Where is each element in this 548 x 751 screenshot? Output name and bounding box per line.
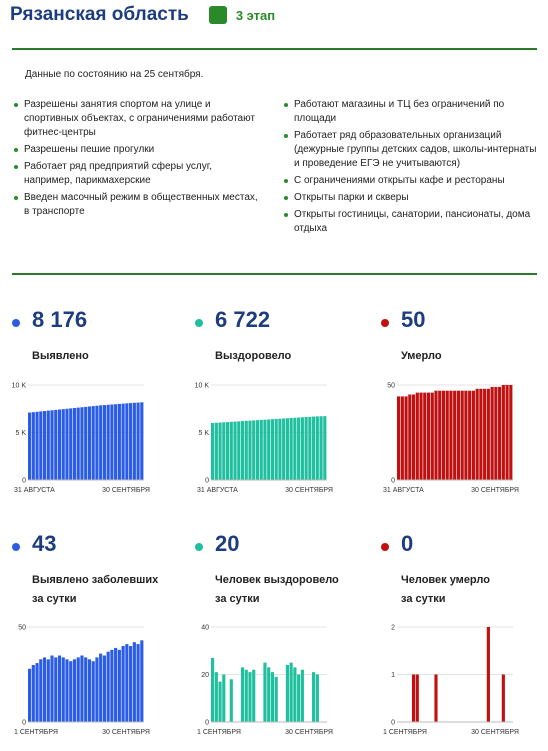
recovered-daily-chart [195, 619, 355, 744]
stat-confirmed [12, 307, 182, 527]
bar [222, 422, 225, 480]
restriction-item: Открыты парки и скверы [283, 191, 538, 205]
x-tick-label: 30 СЕНТЯБРЯ [285, 487, 333, 494]
restriction-item: Введен масочный режим в общественных местах, в транспорте [13, 191, 258, 219]
restriction-item: Открыты гостиницы, санатории, пансионаты, дома отдыха [283, 208, 538, 236]
bar [263, 420, 266, 480]
bar [271, 672, 274, 722]
bar [222, 675, 225, 723]
bar [140, 640, 143, 722]
deaths-daily-chart [381, 619, 541, 744]
bar [487, 627, 490, 722]
y-tick-label: 40 [201, 624, 209, 632]
restrictions-right-list [283, 98, 538, 239]
bar [43, 657, 46, 722]
bar [77, 408, 80, 480]
bar [479, 389, 482, 480]
bar [312, 672, 315, 722]
bar [301, 670, 304, 722]
bar [32, 665, 35, 722]
bar [278, 419, 281, 480]
restriction-item: С ограничениями открыты кафе и рестораны [283, 174, 538, 188]
stat-deaths-daily [381, 531, 548, 751]
bar [47, 659, 50, 722]
y-tick-label: 0 [22, 477, 26, 485]
bar [397, 396, 400, 480]
confirmed-daily-dot [12, 543, 20, 551]
bar [461, 391, 464, 480]
bar [35, 412, 38, 480]
stat-confirmed-daily [12, 531, 182, 751]
bar [114, 648, 117, 722]
bar [308, 417, 311, 480]
bar [446, 391, 449, 480]
bar [73, 659, 76, 722]
bar [457, 391, 460, 480]
middle-divider [12, 273, 537, 275]
bar [267, 667, 270, 722]
confirmed-daily-chart [12, 619, 172, 744]
bar [438, 391, 441, 480]
y-tick-label: 0 [205, 477, 209, 485]
bar [293, 418, 296, 480]
bar [275, 677, 278, 722]
bar [267, 419, 270, 480]
bar [137, 403, 140, 480]
x-tick-label: 31 АВГУСТА [197, 487, 238, 494]
bar [95, 657, 98, 722]
bar [103, 405, 106, 480]
bar [92, 661, 95, 722]
x-tick-label: 1 СЕНТЯБРЯ [197, 729, 241, 736]
bar [54, 410, 57, 480]
y-tick-label: 0 [205, 719, 209, 727]
bar [271, 419, 274, 480]
bar [50, 410, 53, 480]
restriction-item: Разрешены занятия спортом на улице и спортивных объектах, с ограничениями работают фитнес-центры [13, 98, 258, 140]
bar [316, 416, 319, 480]
bar [129, 403, 132, 480]
bar [312, 417, 315, 480]
bar [99, 405, 102, 480]
deaths-daily-value: 0 [401, 531, 414, 556]
bar [211, 423, 214, 480]
bar [401, 396, 404, 480]
bar [483, 389, 486, 480]
confirmed-value: 8 176 [32, 307, 88, 332]
bar [62, 657, 65, 722]
caption-line: Выявлено заболевших [32, 574, 159, 586]
caption-line: Человек умерло [401, 574, 490, 586]
bar [494, 387, 497, 480]
stage-label: 3 этап [235, 7, 276, 23]
bar [416, 675, 419, 723]
bar [47, 411, 50, 480]
bar [218, 682, 221, 722]
bar [54, 657, 57, 722]
bar [416, 393, 419, 480]
bar [58, 656, 61, 723]
bar [297, 418, 300, 480]
bar [293, 667, 296, 722]
bar [77, 657, 80, 722]
bar [245, 421, 248, 480]
bar [241, 421, 244, 480]
confirmed-daily-value: 43 [32, 531, 57, 556]
restriction-item: Разрешены пешие прогулки [13, 143, 258, 157]
bar [252, 670, 255, 722]
bar [62, 409, 65, 480]
bar [50, 656, 53, 723]
bar [290, 663, 293, 722]
x-tick-label: 30 СЕНТЯБРЯ [102, 729, 150, 736]
bar [419, 393, 422, 480]
bar [286, 665, 289, 722]
bar [509, 385, 512, 480]
bar [290, 418, 293, 480]
bar [215, 423, 218, 480]
bar [297, 675, 300, 723]
recovered-label: Выздоровело [215, 350, 292, 362]
bar [43, 411, 46, 480]
deaths-dot [381, 319, 389, 327]
bar [468, 391, 471, 480]
x-tick-label: 1 СЕНТЯБРЯ [14, 729, 58, 736]
bar [110, 404, 113, 480]
bar [65, 409, 68, 480]
bar [408, 395, 411, 481]
bar [263, 663, 266, 722]
bar [286, 418, 289, 480]
bar [114, 404, 117, 480]
deaths-daily-label [401, 571, 548, 609]
deaths-chart [381, 377, 541, 502]
bar [122, 646, 125, 722]
bar [211, 658, 214, 722]
bar [241, 667, 244, 722]
bar [226, 422, 229, 480]
bar [110, 650, 113, 722]
bar [245, 670, 248, 722]
y-tick-label: 0 [391, 719, 395, 727]
bar [84, 407, 87, 480]
recovered-daily-label [215, 571, 375, 609]
bar [69, 661, 72, 722]
y-tick-label: 10 K [194, 382, 209, 390]
x-tick-label: 30 СЕНТЯБРЯ [102, 487, 150, 494]
restriction-item: Работают магазины и ТЦ без ограничений по площади [283, 98, 538, 126]
caption-line: за сутки [32, 593, 77, 605]
bar [58, 410, 61, 480]
bar [449, 391, 452, 480]
recovered-daily-value: 20 [215, 531, 240, 556]
bar [125, 644, 128, 722]
bar [39, 411, 42, 480]
confirmed-dot [12, 319, 20, 327]
x-tick-label: 31 АВГУСТА [383, 487, 424, 494]
y-tick-label: 20 [201, 672, 209, 679]
y-tick-label: 50 [18, 624, 26, 632]
stat-deaths [381, 307, 548, 527]
caption-line: за сутки [215, 593, 260, 605]
bar [125, 403, 128, 480]
x-tick-label: 1 СЕНТЯБРЯ [383, 729, 427, 736]
bar [88, 406, 91, 480]
bar [129, 646, 132, 722]
bar [233, 422, 236, 480]
confirmed-daily-label [32, 571, 192, 609]
bar [73, 408, 76, 480]
bar [404, 396, 407, 480]
y-tick-label: 5 K [198, 430, 209, 437]
y-tick-label: 2 [391, 624, 395, 632]
bar [80, 407, 83, 480]
caption-line: за сутки [401, 593, 446, 605]
bar [316, 675, 319, 723]
recovered-value: 6 722 [215, 307, 271, 332]
bar [140, 402, 143, 480]
bar [122, 404, 125, 480]
bar [107, 652, 110, 722]
y-tick-label: 0 [22, 719, 26, 727]
restrictions-left-list [13, 98, 258, 222]
bar [84, 657, 87, 722]
bar [248, 421, 251, 480]
y-tick-label: 5 K [15, 430, 26, 437]
bar [88, 659, 91, 722]
bar [506, 385, 509, 480]
bar [412, 395, 415, 481]
bar [423, 393, 426, 480]
bar [502, 385, 505, 480]
bar [472, 391, 475, 480]
bar [434, 675, 437, 723]
x-tick-label: 30 СЕНТЯБРЯ [471, 729, 519, 736]
bar [133, 403, 136, 480]
bar [133, 642, 136, 722]
confirmed-chart [12, 377, 172, 502]
bar [107, 405, 110, 480]
bar [237, 421, 240, 480]
bar [442, 391, 445, 480]
bar [431, 393, 434, 480]
x-tick-label: 30 СЕНТЯБРЯ [285, 729, 333, 736]
x-tick-label: 31 АВГУСТА [14, 487, 55, 494]
bar [118, 650, 121, 722]
bar [28, 413, 31, 480]
bar [260, 420, 263, 480]
bar [99, 654, 102, 722]
bar [69, 408, 72, 480]
y-tick-label: 10 K [11, 382, 26, 390]
bar [103, 656, 106, 723]
caption-line: Человек выздоровело [215, 574, 339, 586]
bar [476, 389, 479, 480]
deaths-daily-dot [381, 543, 389, 551]
region-title: Рязанская область [10, 4, 189, 25]
bar [305, 417, 308, 480]
deaths-value: 50 [401, 307, 426, 332]
bar [248, 672, 251, 722]
y-tick-label: 0 [391, 477, 395, 485]
bar [282, 418, 285, 480]
stage-color-square [209, 6, 227, 24]
restriction-item: Работает ряд предприятий сферы услуг, например, парикмахерские [13, 160, 258, 188]
header [10, 0, 275, 30]
restriction-item: Работает ряд образовательных организаций (дежурные группы детских садов, школы-интернаты и проведение ЕГЭ не учитываются) [283, 129, 538, 171]
y-tick-label: 1 [391, 672, 395, 679]
bar [491, 387, 494, 480]
bar [32, 412, 35, 480]
bar [39, 659, 42, 722]
stat-recovered [195, 307, 365, 527]
bar [498, 387, 501, 480]
bar [118, 404, 121, 480]
bar [80, 656, 83, 723]
top-divider [12, 48, 537, 50]
x-tick-label: 30 СЕНТЯБРЯ [471, 487, 519, 494]
bar [487, 389, 490, 480]
bar [230, 679, 233, 722]
bar [28, 669, 31, 722]
bar [215, 672, 218, 722]
bar [323, 416, 326, 480]
bar [256, 420, 259, 480]
recovered-daily-dot [195, 543, 203, 551]
y-tick-label: 50 [387, 382, 395, 390]
bar [427, 393, 430, 480]
bar [453, 391, 456, 480]
bar [502, 675, 505, 723]
bar [301, 417, 304, 480]
deaths-label: Умерло [401, 350, 442, 362]
recovered-dot [195, 319, 203, 327]
bar [464, 391, 467, 480]
stage-badge [209, 6, 275, 24]
bar [137, 644, 140, 722]
bar [92, 406, 95, 480]
bar [434, 391, 437, 480]
bar [65, 659, 68, 722]
recovered-chart [195, 377, 355, 502]
bar [252, 420, 255, 480]
bar [412, 675, 415, 723]
bar [275, 419, 278, 480]
bar [35, 663, 38, 722]
status-date: Данные по состоянию на 25 сентября. [25, 69, 204, 80]
bar [95, 406, 98, 480]
confirmed-label: Выявлено [32, 350, 89, 362]
bar [218, 423, 221, 480]
stat-recovered-daily [195, 531, 365, 751]
bar [230, 422, 233, 480]
bar [320, 416, 323, 480]
